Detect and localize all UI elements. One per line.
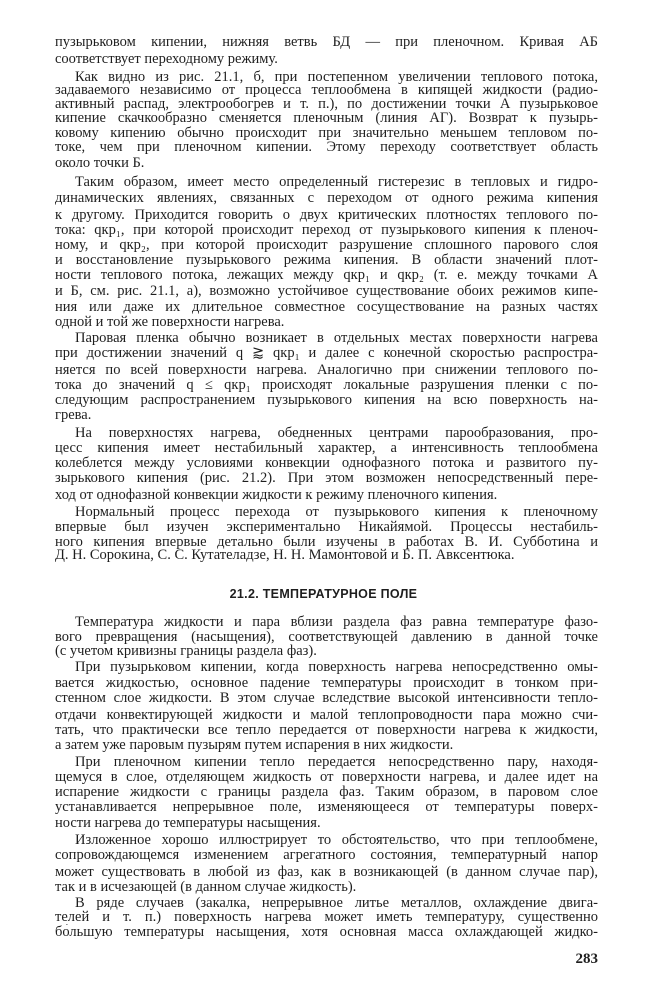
text-line: тать, что практически все тепло передается от поверхности нагрева к жидкости, <box>55 722 598 738</box>
text-line: отдачи конвектирующей жидкости и малой теплопроводности пара можно счи- <box>55 707 598 723</box>
text-line: одной и той же поверхности нагрева. <box>55 314 285 330</box>
text-line: няется по всей поверхности нагрева. Аналогично при снижении теплового по- <box>55 362 598 378</box>
text-line: и Б, см. рис. 21.1, а), возможно устойчивое существование обоих режимов кипе- <box>55 283 598 299</box>
text-line: При пузырьковом кипении, когда поверхность нагрева непосредственно омы- <box>75 659 598 675</box>
text-line: токе, чем при пленочном кипении. Этому переходу соответствует область <box>55 139 598 155</box>
text-line: может существовать в любой из фаз, как в возникающей (в данном случае пар), <box>55 864 598 880</box>
text-line: (с учетом кривизны границы раздела фаз). <box>55 643 317 659</box>
text-line: тока: qкр₁, при которой происходит переход от пузырькового кипения к пленоч- <box>55 222 598 238</box>
text-line: щемуся в слое, отделяющем жидкость от поверхности нагрева, и далее идет на <box>55 769 598 785</box>
text-line: цесс кипения имеет нестабильный характер, а интенсивность теплообмена <box>55 440 598 456</box>
text-line: так и в исчезающей (в данном случае жидкость). <box>55 879 357 895</box>
text-line: тока до значений q ≤ qкр₁ происходят локальные разрушения пленки с по- <box>55 377 598 393</box>
text-line: вается жидкостью, основное падение температуры происходит в тонком при- <box>55 675 598 691</box>
text-line: около точки Б. <box>55 155 145 171</box>
text-line: впервые был изучен экспериментально Никайямой. Процессы нестабиль- <box>55 519 598 535</box>
text-line: устанавливается непрерывное поле, изменяющееся от температуры поверх- <box>55 799 598 815</box>
text-line: бо́льшую температуры насыщения, хотя основная масса охлаждающей жидко- <box>55 924 598 940</box>
text-line: к другому. Приходится говорить о двух критических плотностях теплового по- <box>55 207 598 223</box>
text-line: телей и т. п.) поверхность нагрева может иметь температуру, существенно <box>55 909 598 925</box>
text-line: зырькового кипения (рис. 21.2). При этом возможен непосредственный пере- <box>55 470 598 486</box>
text-line: и восстановление пузырькового режима кипения. В области значений плот- <box>55 252 598 268</box>
text-line: соответствует переходному режиму. <box>55 51 278 67</box>
section-heading: 21.2. ТЕМПЕРАТУРНОЕ ПОЛЕ <box>229 587 418 601</box>
text-line: испарение жидкости с границы раздела фаз. Таким образом, в паровом слое <box>55 784 598 800</box>
text-line: ковому кипению обычно происходит при значительно меньшем тепловом по- <box>55 125 598 141</box>
text-line: Таким образом, имеет место определенный гистерезис в тепловых и гидро- <box>75 174 598 190</box>
text-line: активный распад, электрообогрев и т. п.), по достижении точки А пузырьковое <box>55 96 598 112</box>
text-line: вого превращения (насыщения), соответствующей давлению в данной точке <box>55 629 598 645</box>
text-line: Температура жидкости и пара вблизи раздела фаз равна температуре фазо- <box>75 614 598 630</box>
text-line: при достижении значений q ⪆ qкр₁ и далее с конечной скоростью распростра- <box>55 345 598 361</box>
text-line: ход от однофазной конвекции жидкости к режиму пленочного кипения. <box>55 487 498 503</box>
page-number: 283 <box>575 951 598 967</box>
text-line: стенном слое жидкости. В этом случае вследствие высокой интенсивности тепло- <box>55 690 598 706</box>
text-line: Д. Н. Сорокина, С. С. Кутателадзе, Н. Н. Мамонтовой и Б. П. Авксентюка. <box>55 547 515 563</box>
text-line: кипение скачкообразно сменяется пленочным (линия АГ). Возврат к пузырь- <box>55 110 598 126</box>
text-line: сопровождающемся изменением агрегатного состояния, температурный напор <box>55 847 598 863</box>
text-line: На поверхностях нагрева, обедненных центрами парообразования, про- <box>75 425 598 441</box>
text-line: Как видно из рис. 21.1, б, при постепенном увеличении теплового потока, <box>75 69 598 85</box>
text-line: следующим распространением пузырькового кипения на всю поверхность на- <box>55 392 598 408</box>
text-line: ности теплового потока, лежащих между qкр₁ и qкр₂ (т. е. между точками А <box>55 267 598 283</box>
text-line: ния или даже их длительное совместное сосуществование на разных частях <box>55 299 598 315</box>
text-line: Изложенное хорошо иллюстрирует то обстоятельство, что при теплообмене, <box>75 832 598 848</box>
text-line: ности нагрева до температуры насыщения. <box>55 815 321 831</box>
text-line: ного кипения впервые детально были изучены в работах В. И. Субботина и <box>55 534 598 550</box>
text-line: колеблется между условиями конвекции однофазного потока и развитого пу- <box>55 455 598 471</box>
text-line: динамических явлениях, связанных с переходом от одного режима кипения <box>55 190 598 206</box>
text-line: пузырьковом кипении, нижняя ветвь БД — при пленочном. Кривая АБ <box>55 34 598 50</box>
text-line: а затем уже паровым пузырям путем испарения в них жидкости. <box>55 737 454 753</box>
text-line: В ряде случаев (закалка, непрерывное литье металлов, охлаждение двига- <box>75 895 598 911</box>
text-line: Паровая пленка обычно возникает в отдельных местах поверхности нагрева <box>75 330 598 346</box>
text-line: Нормальный процесс перехода от пузырькового кипения к пленочному <box>75 504 598 520</box>
text-line: задаваемого независимо от процесса теплообмена в кипящей жидкости (радио- <box>55 82 598 98</box>
text-line: грева. <box>55 407 92 423</box>
text-line: ному, и qкр₂, при которой происходит разрушение сплошного парового слоя <box>55 237 598 253</box>
text-line: При пленочном кипении тепло передается непосредственно пару, находя- <box>75 754 598 770</box>
